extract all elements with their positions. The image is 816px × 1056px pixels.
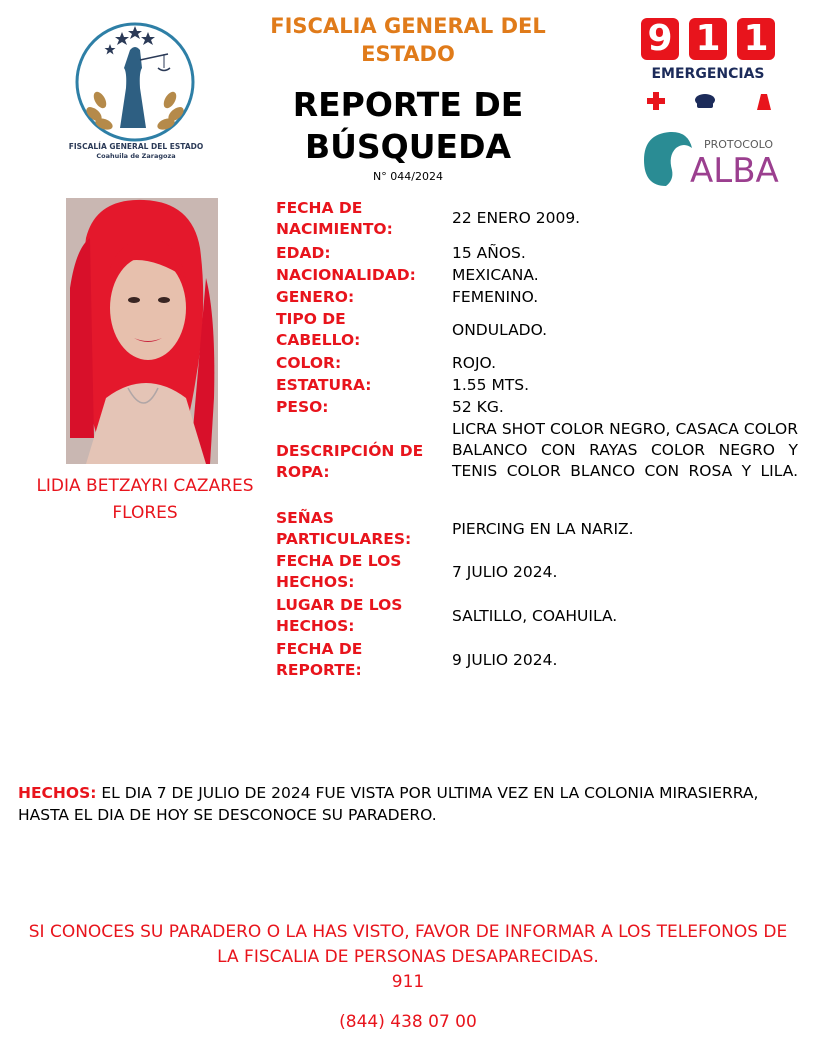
value-edad: 15 AÑOS.: [452, 244, 526, 262]
label-descripcion-ropa: DESCRIPCIÓN DE ROPA:: [276, 442, 424, 481]
facts-text: EL DIA 7 DE JULIO DE 2024 FUE VISTA POR ULTIMA VEZ EN LA COLONIA MIRASIERRA, HASTA EL DIA DE HOY SE DESCONOCE SU PARADERO.: [18, 784, 759, 824]
value-fecha-hechos: 7 JULIO 2024.: [452, 563, 558, 581]
value-fecha-reporte: 9 JULIO 2024.: [452, 651, 558, 669]
digit-1: 1: [689, 18, 727, 60]
label-tipo-cabello: TIPO DE CABELLO:: [276, 310, 361, 349]
facts-label: HECHOS:: [18, 784, 97, 802]
label-edad: EDAD:: [276, 244, 331, 262]
portrait-photo: [66, 198, 218, 464]
alba-protocol-logo: [636, 128, 786, 188]
value-genero: FEMENINO.: [452, 288, 539, 306]
label-color: COLOR:: [276, 354, 342, 372]
phone-number: (844) 438 07 00: [339, 1012, 477, 1032]
value-lugar-hechos: SALTILLO, COAHUILA.: [452, 607, 618, 625]
digit-9: 9: [641, 18, 679, 60]
label-peso: PESO:: [276, 398, 329, 416]
label-senas-particulares: SEÑAS PARTICULARES:: [276, 509, 412, 548]
value-estatura: 1.55 MTS.: [452, 376, 530, 394]
value-senas-particulares: PIERCING EN LA NARIZ.: [452, 520, 634, 538]
label-fecha-reporte: FECHA DE REPORTE:: [276, 640, 363, 679]
fiscalia-logo-name: FISCALÍA GENERAL DEL ESTADO: [68, 142, 204, 151]
value-fecha-nacimiento: 22 ENERO 2009.: [452, 209, 581, 227]
label-nacionalidad: NACIONALIDAD:: [276, 266, 416, 284]
alba-small-label: PROTOCOLO: [704, 138, 774, 151]
value-descripcion-ropa: LICRA SHOT COLOR NEGRO, CASACA COLOR BALANCO CON RAYAS COLOR NEGRO Y TENIS COLOR BLANCO CON ROSA Y LILA.: [452, 420, 798, 480]
value-tipo-cabello: ONDULADO.: [452, 321, 548, 339]
label-estatura: ESTATURA:: [276, 376, 372, 394]
contact-message: SI CONOCES SU PARADERO O LA HAS VISTO, FAVOR DE INFORMAR A LOS TELEFONOS DE LA FISCALIA DE PERSONAS DESAPARECIDAS.: [28, 922, 788, 967]
person-name: LIDIA BETZAYRI CAZARES FLORES: [36, 476, 254, 523]
alba-big-label: ALBA: [690, 151, 779, 188]
agency-title: FISCALIA GENERAL DEL ESTADO: [270, 14, 546, 66]
value-nacionalidad: MEXICANA.: [452, 266, 539, 284]
report-number: N° 044/2024: [373, 170, 443, 183]
label-genero: GENERO:: [276, 288, 355, 306]
label-fecha-hechos: FECHA DE LOS HECHOS:: [276, 552, 402, 591]
value-peso: 52 KG.: [452, 398, 504, 416]
emergency-911-logo: [641, 18, 781, 118]
label-fecha-nacimiento: FECHA DE NACIMIENTO:: [276, 199, 393, 238]
emergency-services-icon: [647, 88, 777, 112]
portrait-photo-icon: [66, 198, 218, 464]
emergency-number: 911: [391, 972, 425, 992]
label-lugar-hechos: LUGAR DE LOS HECHOS:: [276, 596, 403, 635]
contact-message-block: [20, 920, 796, 995]
emergencias-label: EMERGENCIAS: [651, 66, 765, 82]
fiscalia-logo-subtitle: Coahuila de Zaragoza: [96, 152, 176, 160]
value-color: ROJO.: [452, 354, 497, 372]
digit-1-second: 1: [737, 18, 775, 60]
facts-paragraph: [18, 782, 800, 826]
report-title: REPORTE DE BÚSQUEDA: [292, 85, 524, 166]
